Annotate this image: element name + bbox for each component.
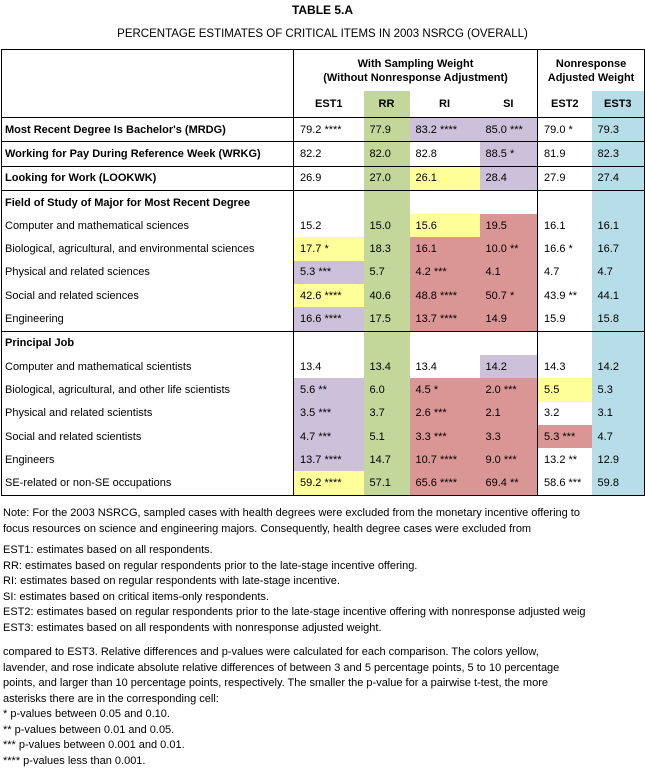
col-est3: EST3	[592, 91, 645, 118]
table-row: Engineers 13.7 **** 14.7 10.7 **** 9.0 *** 13.2 ** 12.9	[2, 448, 645, 471]
table-row: Biological, agricultural, and other life scientists 5.6 ** 6.0 4.5 * 2.0 *** 5.5 5.3	[2, 378, 645, 401]
table-row: Engineering 16.6 **** 17.5 13.7 **** 14.9 15.9 15.8	[2, 307, 645, 331]
col-si: SI	[480, 91, 538, 118]
table-row: SE-related or non-SE occupations 59.2 **** 57.1 65.6 **** 69.4 ** 58.6 *** 59.8	[2, 471, 645, 495]
header-blank-2	[2, 91, 294, 118]
table-subtitle: PERCENTAGE ESTIMATES OF CRITICAL ITEMS IN 2003 NSRCG (OVERALL)	[117, 28, 528, 40]
header-nonresponse: Nonresponse Adjusted Weight	[538, 50, 645, 92]
estimates-table	[1, 49, 645, 496]
table-row: Physical and related sciences 5.3 *** 5.7 4.2 *** 4.1 4.7 4.7	[2, 261, 645, 284]
header-sampling-weight: With Sampling Weight (Without Nonresponse Adjustment)	[294, 50, 538, 92]
table-row: Looking for Work (LOOKWK) 26.9 27.0 26.1 28.4 27.9 27.4	[2, 166, 645, 190]
col-est1: EST1	[294, 91, 364, 118]
table-row: Social and related scientists 4.7 *** 5.1 3.3 *** 3.3 5.3 *** 4.7	[2, 425, 645, 448]
table-row: Computer and mathematical scientists 13.4 13.4 13.4 14.2 14.3 14.2	[2, 355, 645, 378]
col-est2: EST2	[538, 91, 592, 118]
section-header-field-of-study: Field of Study of Major for Most Recent Degree	[2, 190, 645, 214]
table-row: Computer and mathematical sciences 15.2 15.0 15.6 19.5 16.1 16.1	[2, 214, 645, 237]
table-notes: Note: For the 2003 NSRCG, sampled cases with health degrees were excluded from the monetary incentive offering to focus resources on science and engineering majors. Consequently, health degree cases were excluded from EST1: estimates based on all respondents. RR: estimates based on regular respondents prior to the late-stage incentive offering. RI: estimates based on regular respondents with late-stage incentive. SI: estimates based on critical items-only respondents. EST2: estimates based on regular respondents prior to the late-stage incentive offering with nonresponse adjusted weig EST3: estimates based on all respondents with nonresponse adjusted weight. compared to EST3. Relative differences and p-values were calculated for each comparison. The colors yellow, lavender, and rose indicate absolute relative differences of between 3 and 5 percentage points, 5 to 10 percentage points, and larger than 10 percentage points, respectively. The smaller the p-value for a pairwise t-test, the more asterisks there are in the corresponding cell: * p-values between 0.05 and 0.10. ** p-values between 0.01 and 0.05. *** p-values between 0.001 and 0.01. **** p-values less than 0.001.	[3, 507, 586, 767]
table-row: Most Recent Degree Is Bachelor's (MRDG) 79.2 **** 77.9 83.2 **** 85.0 *** 79.0 * 79.3	[2, 118, 645, 142]
table-row: Social and related sciences 42.6 **** 40.6 48.8 **** 50.7 * 43.9 ** 44.1	[2, 284, 645, 307]
header-blank	[2, 50, 294, 92]
table-title: TABLE 5.A	[291, 3, 354, 17]
table-row: Physical and related scientists 3.5 *** 3.7 2.6 *** 2.1 3.2 3.1	[2, 402, 645, 425]
col-rr: RR	[364, 91, 410, 118]
col-ri: RI	[410, 91, 480, 118]
section-header-principal-job: Principal Job	[2, 331, 645, 355]
table-row: Working for Pay During Reference Week (WRKG) 82.2 82.0 82.8 88.5 * 81.9 82.3	[2, 142, 645, 166]
table-row: Biological, agricultural, and environmental sciences 17.7 * 18.3 16.1 10.0 ** 16.6 * 16.7	[2, 237, 645, 260]
